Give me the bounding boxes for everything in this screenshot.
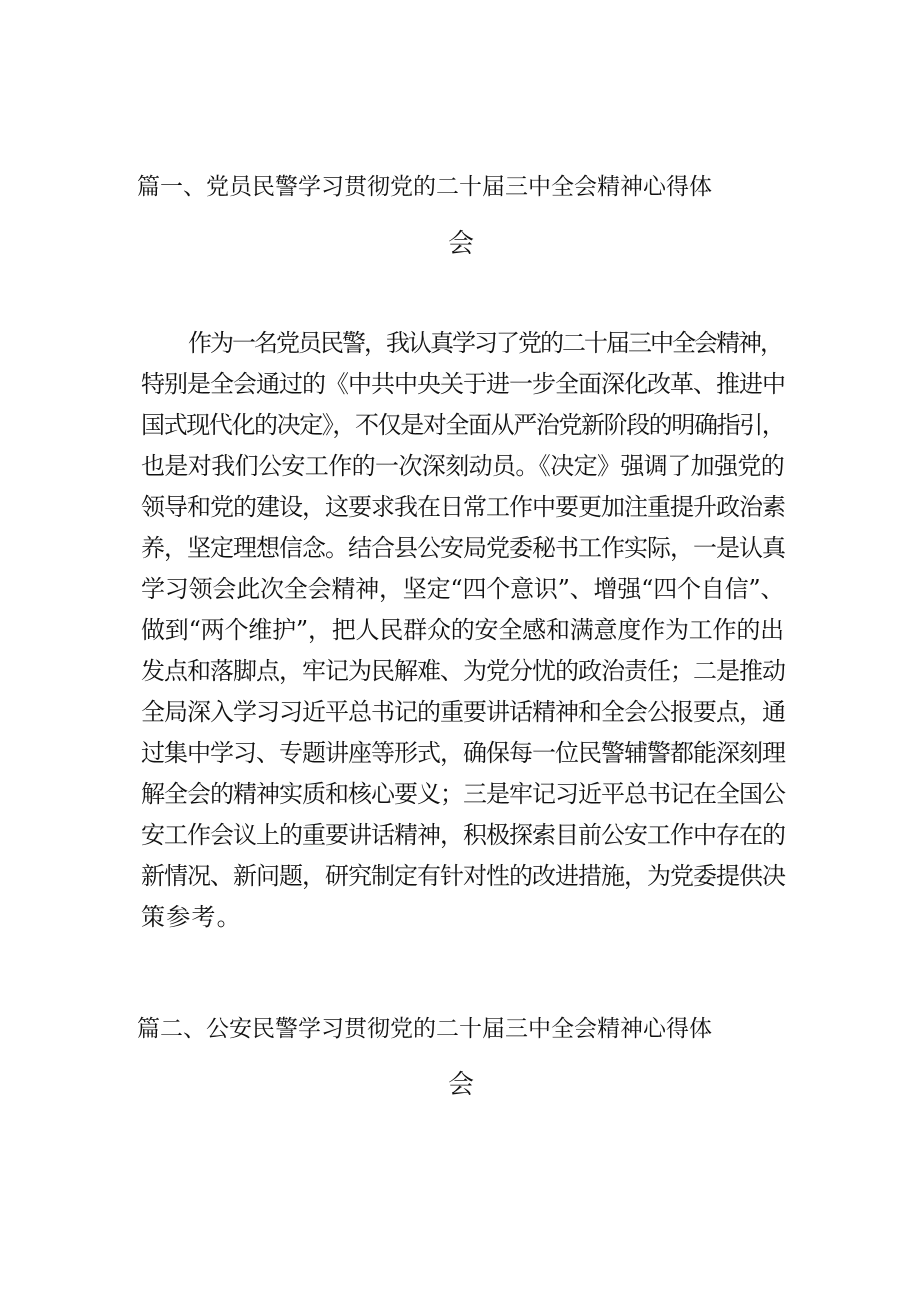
paragraph-line: 新情况、新问题，研究制定有针对性的改进措施，为党委提供决	[141, 862, 785, 890]
paragraph-line: 做到“两个维护”，把人民群众的安全感和满意度作为工作的出	[141, 616, 784, 644]
paragraph-line: 解全会的精神实质和核心要义；三是牢记习近平总书记在全国公	[141, 780, 785, 808]
paragraph-line: 特别是全会通过的《中共中央关于进一步全面深化改革、推进中	[141, 370, 785, 398]
paragraph-line: 过集中学习、专题讲座等形式，确保每一位民警辅警都能深刻理	[141, 739, 785, 767]
paragraph-line: 安工作会议上的重要讲话精神，积极探索目前公安工作中存在的	[141, 821, 785, 849]
paragraph-line: 养，坚定理想信念。结合县公安局党委秘书工作实际，一是认真	[141, 534, 785, 562]
section-2-title-line-1: 篇二、公安民警学习贯彻党的二十届三中全会精神心得体	[137, 1016, 712, 1042]
paragraph-line: 学习领会此次全会精神，坚定“四个意识”、增强“四个自信”、	[141, 575, 785, 603]
paragraph-line: 作为一名党员民警，我认真学习了党的二十届三中全会精神，	[188, 329, 782, 357]
section-2-title-line-2: 会	[448, 1070, 475, 1100]
paragraph-line: 全局深入学习习近平总书记的重要讲话精神和全会公报要点，通	[141, 698, 785, 726]
section-1-title-line-2: 会	[448, 229, 475, 259]
section-1-title-line-1: 篇一、党员民警学习贯彻党的二十届三中全会精神心得体	[137, 174, 712, 200]
paragraph-line: 发点和落脚点，牢记为民解难、为党分忧的政治责任；二是推动	[141, 657, 785, 685]
paragraph-line: 也是对我们公安工作的一次深刻动员。《决定》强调了加强党的	[141, 452, 785, 480]
paragraph-line: 策参考。	[141, 903, 242, 931]
paragraph-line: 领导和党的建设，这要求我在日常工作中要更加注重提升政治素	[141, 493, 785, 521]
paragraph-line: 国式现代化的决定》，不仅是对全面从严治党新阶段的明确指引，	[141, 411, 785, 439]
